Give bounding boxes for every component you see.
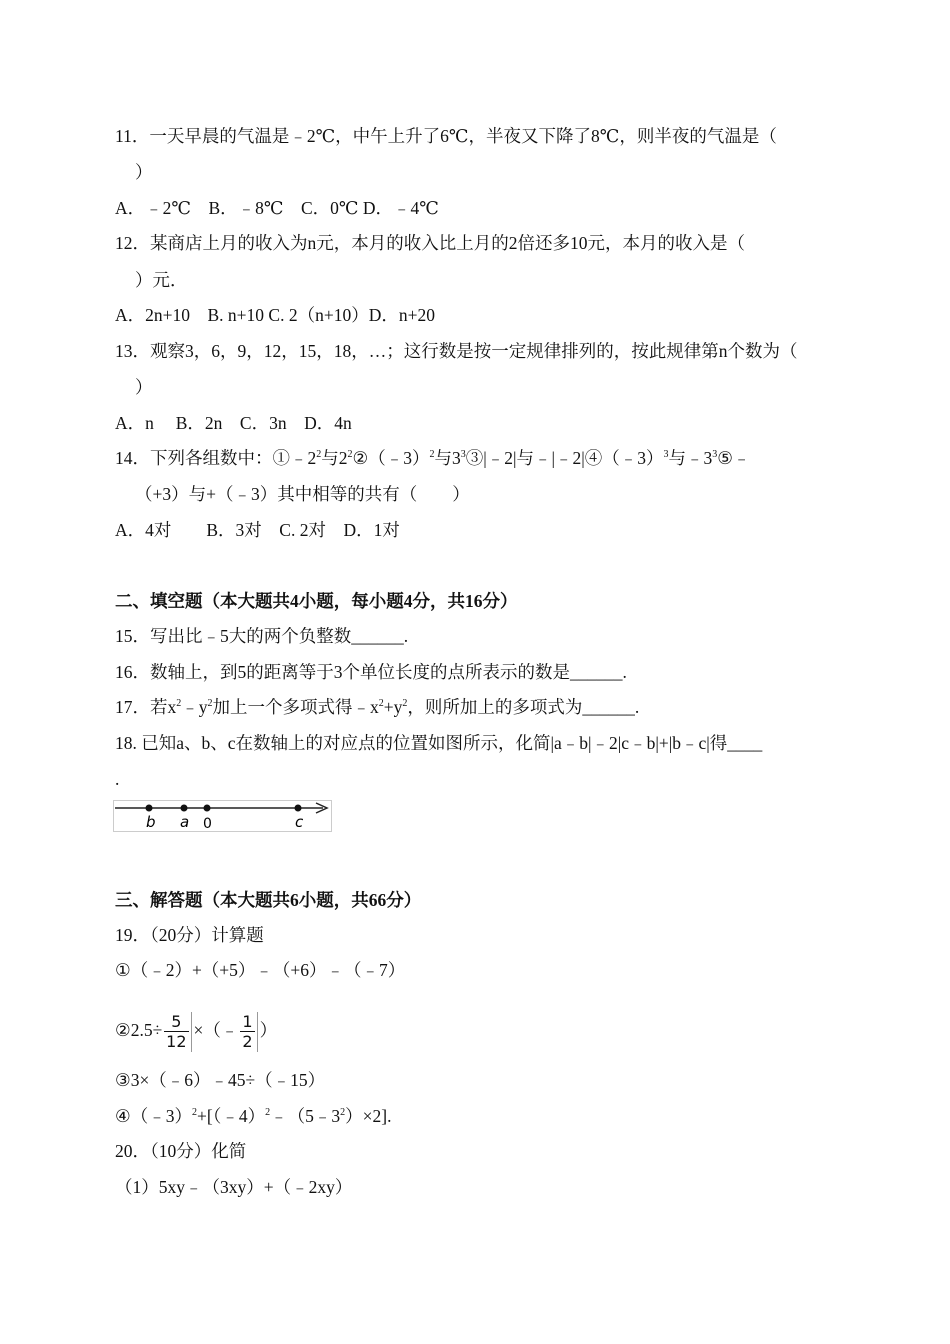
exponent: 3 — [663, 449, 669, 460]
label-zero: 0 — [203, 816, 212, 832]
exponent: 2 — [176, 698, 182, 709]
fraction-denominator: 12 — [166, 1032, 187, 1052]
exponent: 2 — [191, 1107, 197, 1118]
point-a — [181, 805, 188, 812]
q12-stem-end: ）元． — [135, 270, 188, 290]
point-c — [295, 805, 302, 812]
q17-text: ，则所加上的多项式为______. — [407, 697, 640, 717]
q19-title: 19．（20分）计算题 — [115, 925, 264, 945]
number-line-figure — [113, 800, 335, 834]
exponent: 3 — [712, 449, 718, 460]
q11-options: A．﹣2℃ B．﹣8℃ C．0℃ D．﹣4℃ — [115, 198, 439, 218]
q14-text: ②（﹣3） — [352, 448, 430, 468]
q12-options: A．2n+10 B. n+10 C. 2（n+10）D．n+20 — [115, 305, 435, 325]
q14-options: A．4对 B．3对 C. 2对 D．1对 — [115, 520, 400, 540]
q19-item2-prefix: ②2.5÷ — [115, 1020, 163, 1040]
exponent: 2 — [316, 449, 322, 460]
q17-text: 加上一个多项式得﹣x — [212, 697, 379, 717]
q19-item4-text: +[（﹣4） — [196, 1106, 266, 1126]
q13-options: A．n B．2n C．3n D．4n — [115, 413, 352, 433]
label-a: a — [180, 813, 190, 831]
q15: 15．写出比﹣5大的两个负整数______. — [115, 626, 409, 646]
q19-item3: ③3×（﹣6）﹣45÷（﹣15） — [115, 1070, 326, 1090]
point-zero — [204, 805, 211, 812]
q14-text: 14．下列各组数中：①﹣2 — [115, 448, 317, 468]
q20-item1: （1）5xy﹣（3xy）+（﹣2xy） — [115, 1177, 353, 1197]
q19-item4-text: ﹣（5﹣3 — [270, 1106, 341, 1126]
q14-text: ③|﹣2|与﹣|﹣2|④（﹣3） — [465, 448, 664, 468]
q14-text: 与2 — [321, 448, 348, 468]
q13-stem: 13．观察3，6，9，12，15，18，…；这行数是按一定规律排列的，按此规律第n个数为（ — [115, 341, 798, 361]
fraction-numerator: 1 — [242, 1012, 253, 1032]
section2-title: 二、填空题（本大题共4小题，每小题4分，共16分） — [115, 591, 518, 611]
q14-text: ⑤﹣ — [717, 448, 751, 468]
q19-item1: ①（﹣2）+（+5）﹣（+6）﹣（﹣7） — [115, 960, 406, 980]
label-b: b — [146, 813, 156, 831]
exponent: 3 — [460, 449, 466, 460]
q17-text: 17．若x — [115, 697, 177, 717]
exponent: 2 — [402, 698, 408, 709]
q19-item2 — [115, 1010, 277, 1052]
fraction — [164, 1012, 188, 1051]
q17 — [115, 695, 639, 719]
q12-stem: 12．某商店上月的收入为n元，本月的收入比上月的2倍还多10元，本月的收入是（ — [115, 233, 745, 253]
q17-text: ﹣y — [181, 697, 208, 717]
q14-stem — [115, 446, 750, 470]
q14-text: 与3 — [434, 448, 461, 468]
q13-stem-end: ） — [135, 377, 153, 397]
q16: 16．数轴上，到5的距离等于3个单位长度的点所表示的数是______. — [115, 662, 627, 682]
q19-item4-text: ）×2]. — [345, 1106, 392, 1126]
q19-item2-end: ） — [259, 1020, 278, 1040]
q14-line2: （+3）与+（﹣3）其中相等的共有（ ） — [135, 484, 470, 504]
exponent: 2 — [207, 698, 213, 709]
q18-end: . — [115, 769, 120, 789]
q20-title: 20．（10分）化简 — [115, 1141, 247, 1161]
exponent: 2 — [429, 449, 435, 460]
q17-text: +y — [383, 697, 403, 717]
fraction-numerator: 5 — [164, 1012, 188, 1032]
fraction — [240, 1012, 254, 1051]
exponent: 2 — [340, 1107, 346, 1118]
exponent: 2 — [347, 449, 353, 460]
divider — [191, 1012, 192, 1052]
label-c: c — [295, 813, 304, 831]
q19-item4 — [115, 1104, 391, 1128]
exponent: 2 — [378, 698, 384, 709]
q19-item4-text: ④（﹣3） — [115, 1106, 192, 1126]
q11-stem: 11．一天早晨的气温是﹣2℃，中午上升了6℃，半夜又下降了8℃，则半夜的气温是（ — [115, 126, 777, 146]
q18: 18. 已知a、b、c在数轴上的对应点的位置如图所示，化简|a﹣b|﹣2|c﹣b|+|b﹣c|得____ — [115, 733, 763, 753]
fraction-denominator: 2 — [242, 1032, 253, 1052]
exponent: 2 — [265, 1107, 271, 1118]
divider — [257, 1012, 258, 1052]
section3-title: 三、解答题（本大题共6小题，共66分） — [115, 890, 422, 910]
q14-text: 与﹣3 — [668, 448, 713, 468]
q19-item2-mid: ×（﹣ — [193, 1020, 239, 1040]
point-b — [146, 805, 153, 812]
q11-stem-end: ） — [135, 162, 153, 182]
